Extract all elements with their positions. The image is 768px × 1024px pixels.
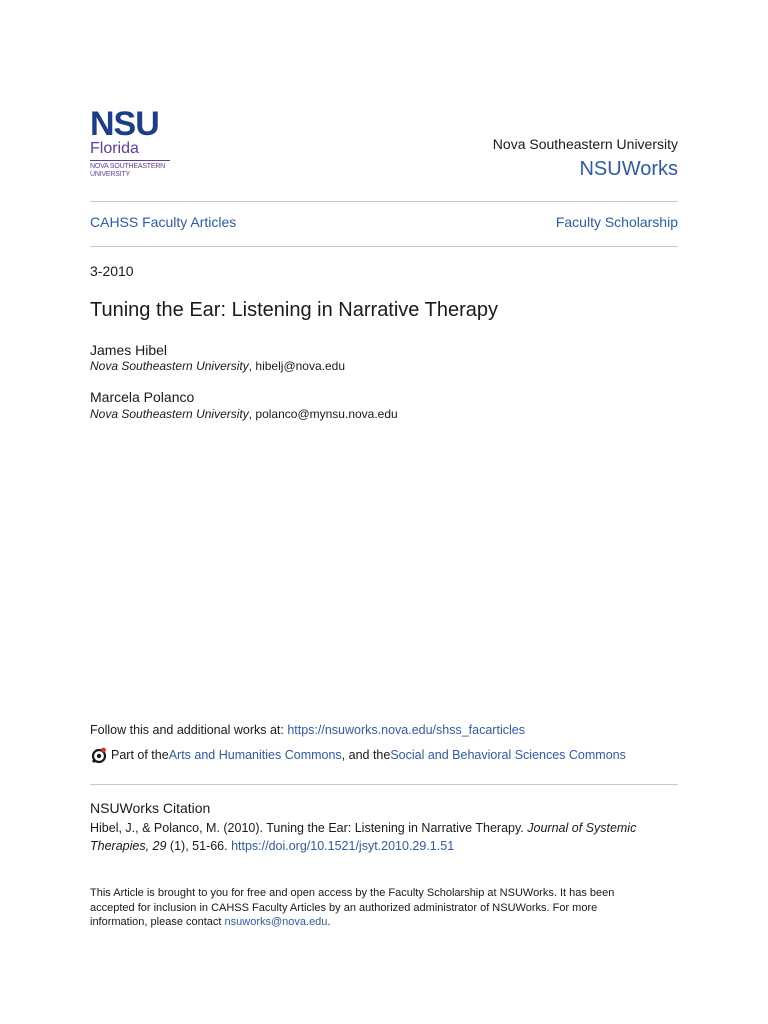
citation-heading: NSUWorks Citation <box>90 800 211 816</box>
partof-middle: , and the <box>341 748 391 762</box>
part-of-line <box>90 746 626 764</box>
social-behavioral-commons-link[interactable]: Social and Behavioral Sciences Commons <box>390 748 626 762</box>
access-notice <box>90 886 650 930</box>
author-name: James Hibel <box>90 342 168 358</box>
citation-journal: Journal of Systemic Therapies, 29 <box>90 821 637 853</box>
commons-network-icon <box>90 746 108 764</box>
collection-url-link[interactable]: https://nsuworks.nova.edu/shss_facarticles <box>287 723 525 737</box>
author-email: , hibelj@nova.edu <box>248 359 345 373</box>
author-name: Marcela Polanco <box>90 389 195 405</box>
publication-date: 3-2010 <box>90 263 134 279</box>
faculty-scholarship-link[interactable]: Faculty Scholarship <box>555 214 678 230</box>
citation-text <box>90 820 678 855</box>
logo-nsu-text: NSU <box>90 105 159 143</box>
logo-sub-line1: NOVA SOUTHEASTERN <box>90 163 166 170</box>
notice-end: . <box>327 916 331 928</box>
author-affiliation <box>90 407 398 421</box>
affiliation-name: Nova Southeastern University <box>90 407 249 421</box>
notice-text: This Article is brought to you for free and open access by the Faculty Scholarship at NSUWorks. It has been accepted for inclusion in CAHSS Faculty Articles by an authorized administrator of NSUWorks. For more information, please contact <box>90 887 615 928</box>
affiliation-name: Nova Southeastern University <box>90 359 249 373</box>
logo-sub-line2: UNIVERSITY <box>90 171 131 178</box>
author-email: , polanco@mynsu.nova.edu <box>248 407 398 421</box>
logo-florida-text: Florida <box>90 140 139 157</box>
nsuworks-link[interactable]: NSUWorks <box>579 158 678 180</box>
nav-divider <box>90 246 678 247</box>
follow-prefix: Follow this and additional works at: <box>90 723 288 737</box>
doi-link[interactable]: https://doi.org/10.1521/jsyt.2010.29.1.51 <box>231 838 455 853</box>
university-name: Nova Southeastern University <box>492 136 678 152</box>
partof-prefix: Part of the <box>111 748 169 762</box>
collection-link[interactable]: CAHSS Faculty Articles <box>90 214 237 230</box>
article-title: Tuning the Ear: Listening in Narrative Therapy <box>90 299 498 321</box>
contact-email-link[interactable]: nsuworks@nova.edu <box>224 916 328 928</box>
citation-divider <box>90 784 678 785</box>
citation-issue: (1), 51-66. <box>166 838 232 853</box>
author-affiliation <box>90 359 345 373</box>
nsu-florida-logo[interactable] <box>90 105 172 179</box>
arts-humanities-commons-link[interactable]: Arts and Humanities Commons <box>168 748 342 762</box>
follow-line <box>90 723 525 737</box>
citation-authors-title: Hibel, J., & Polanco, M. (2010). Tuning the Ear: Listening in Narrative Therapy. <box>90 821 528 835</box>
logo-rule <box>90 160 170 161</box>
top-divider <box>90 201 678 202</box>
